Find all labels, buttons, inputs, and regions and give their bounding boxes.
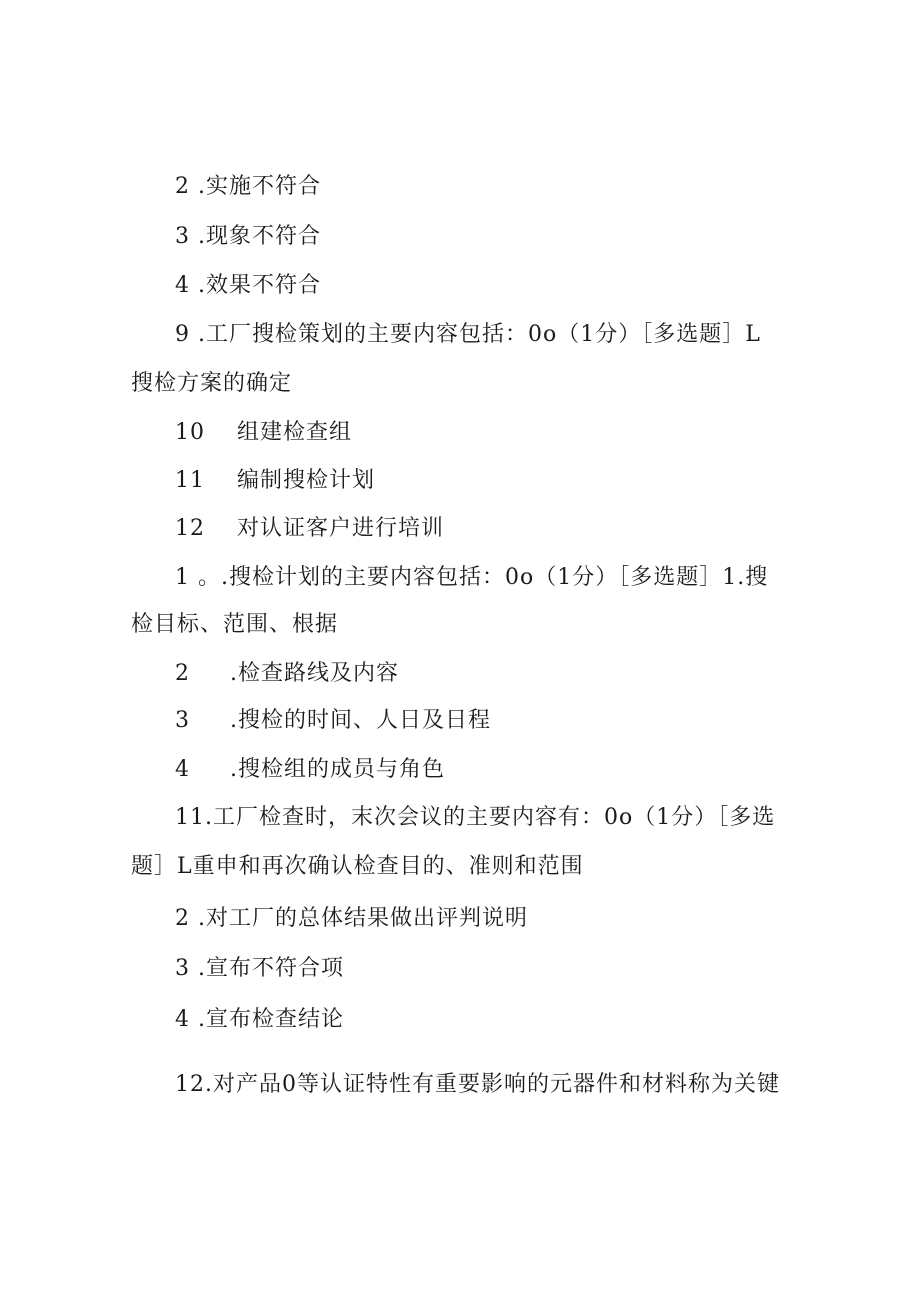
option-number: 3 [175,708,190,733]
option-number: 11 [175,468,205,493]
option-text: 组建检查组 [237,420,353,445]
question-line: 9 .工厂搜检策划的主要内容包括：0o（1分）［多选题］L [175,322,761,347]
option-text: .搜检的时间、人日及日程 [230,708,491,733]
option-line: 2 .对工厂的总体结果做出评判说明 [175,906,528,931]
option-line [175,755,445,785]
option-text: 编制搜检计划 [237,468,376,493]
option-line [175,659,399,689]
option-line [175,514,444,544]
option-line [175,706,491,736]
option-line: 3 .现象不符合 [175,224,321,249]
question-continuation-line: 检目标、范围、根据 [131,612,339,637]
question-continuation-line: 题］L重申和再次确认检查目的、准则和范围 [131,854,584,879]
question-continuation-line: 搜检方案的确定 [131,371,293,396]
option-number: 12 [175,516,205,541]
option-number: 4 [175,757,190,782]
option-line: 4 .宣布检查结论 [175,1007,344,1032]
option-line: 3 .宣布不符合项 [175,956,344,981]
option-line [175,466,375,496]
option-text: 对认证客户进行培训 [237,516,445,541]
option-number: 2 [175,661,190,686]
option-line [175,418,352,448]
option-line: 4 .效果不符合 [175,273,321,298]
option-line: 2 .实施不符合 [175,174,321,199]
question-line: 1 。.搜检计划的主要内容包括：0o（1分）［多选题］1.搜 [175,565,769,590]
question-line: 12.对产品0等认证特性有重要影响的元器件和材料称为关键 [175,1072,780,1097]
option-text: .检查路线及内容 [230,661,399,686]
option-number: 10 [175,420,205,445]
question-line: 11.工厂检查时，末次会议的主要内容有：0o（1分）［多选 [175,805,776,830]
option-text: .搜检组的成员与角色 [230,757,445,782]
